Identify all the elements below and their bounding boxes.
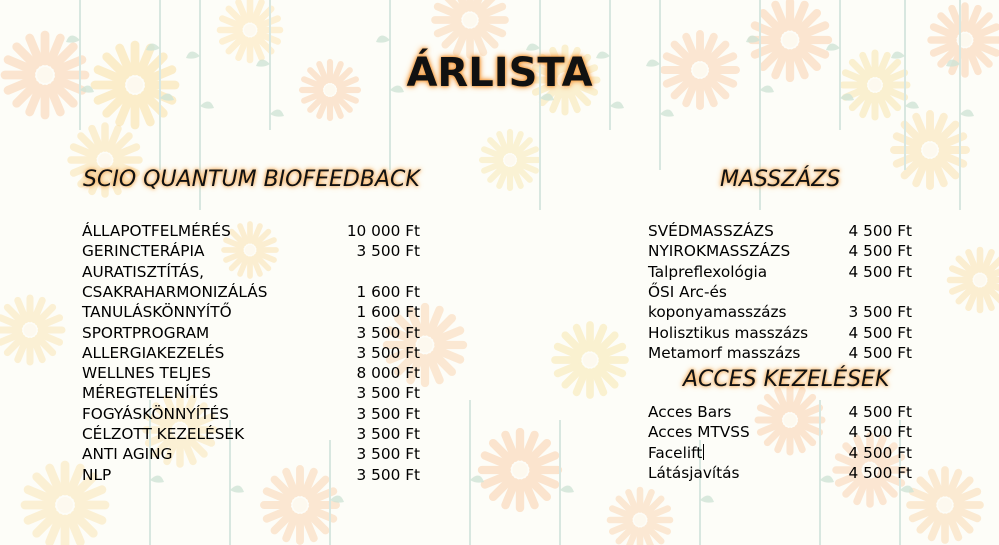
service-name: Holisztikus masszázs (648, 323, 809, 342)
service-price: 1 600 Ft (356, 282, 420, 301)
service-name: ŐSI Arc-és (648, 282, 727, 301)
service-price: 4 500 Ft (848, 242, 912, 261)
service-price: 3 500 Ft (356, 242, 420, 261)
service-name: FOGYÁSKÖNNYÍTÉS (82, 404, 229, 423)
service-name: MÉREGTELENÍTÉS (82, 384, 219, 403)
service-price: 10 000 Ft (346, 222, 420, 240)
service-price: 4 500 Ft (848, 262, 912, 281)
service-price: 3 500 Ft (356, 404, 420, 423)
service-price: 3 500 Ft (356, 323, 420, 342)
service-name: NLP (82, 465, 112, 484)
service-name: WELLNES TELJES (82, 364, 211, 383)
service-name: Látásjavítás (648, 463, 740, 482)
service-price: 3 500 Ft (356, 425, 420, 443)
service-price: 4 500 Ft (848, 423, 912, 442)
section-heading-masszazs: MASSZÁZS (720, 167, 841, 192)
service-name: ALLERGIAKEZELÉS (82, 343, 225, 362)
service-name: Acces Bars (648, 403, 732, 421)
service-name: Acces MTVSS (648, 423, 750, 442)
service-price: 1 600 Ft (356, 303, 420, 322)
service-name: AURATISZTÍTÁS, (82, 262, 205, 281)
service-name: ANTI AGING (82, 445, 173, 464)
service-price: 8 000 Ft (356, 364, 420, 383)
service-price: 3 500 Ft (356, 343, 420, 362)
service-name: Metamorf masszázs (648, 343, 801, 362)
service-name: NYIROKMASSZÁZS (648, 242, 791, 261)
service-price: 4 500 Ft (848, 463, 912, 482)
service-price: 3 500 Ft (356, 445, 420, 464)
page-title: ÁRLISTA (406, 50, 593, 96)
service-price: 3 500 Ft (848, 303, 912, 322)
service-name: koponyamasszázs (648, 303, 787, 322)
service-name: SPORTPROGRAM (82, 323, 210, 342)
service-price: 4 500 Ft (848, 343, 912, 362)
service-name: TANULÁSKÖNNYÍTŐ (82, 303, 232, 322)
text-cursor (703, 444, 704, 460)
service-price: 3 500 Ft (356, 384, 420, 403)
service-name: SVÉDMASSZÁZS (648, 222, 774, 240)
service-price: 4 500 Ft (848, 323, 912, 342)
service-name: GERINCTERÁPIA (82, 242, 205, 261)
service-name: CÉLZOTT KEZELÉSEK (82, 425, 245, 443)
section-heading-scio: SCIO QUANTUM BIOFEEDBACK (83, 167, 420, 192)
service-name: CSAKRAHARMONIZÁLÁS (82, 282, 268, 301)
service-name: Talpreflexológia (648, 262, 768, 281)
service-price: 3 500 Ft (356, 465, 420, 484)
section-heading-acces: ACCES KEZELÉSEK (683, 367, 890, 392)
service-price: 4 500 Ft (848, 222, 912, 240)
service-name: ÁLLAPOTFELMÉRÉS (82, 222, 231, 240)
service-price: 4 500 Ft (848, 443, 912, 462)
service-name: Facelift (648, 443, 703, 462)
service-price: 4 500 Ft (848, 403, 912, 421)
